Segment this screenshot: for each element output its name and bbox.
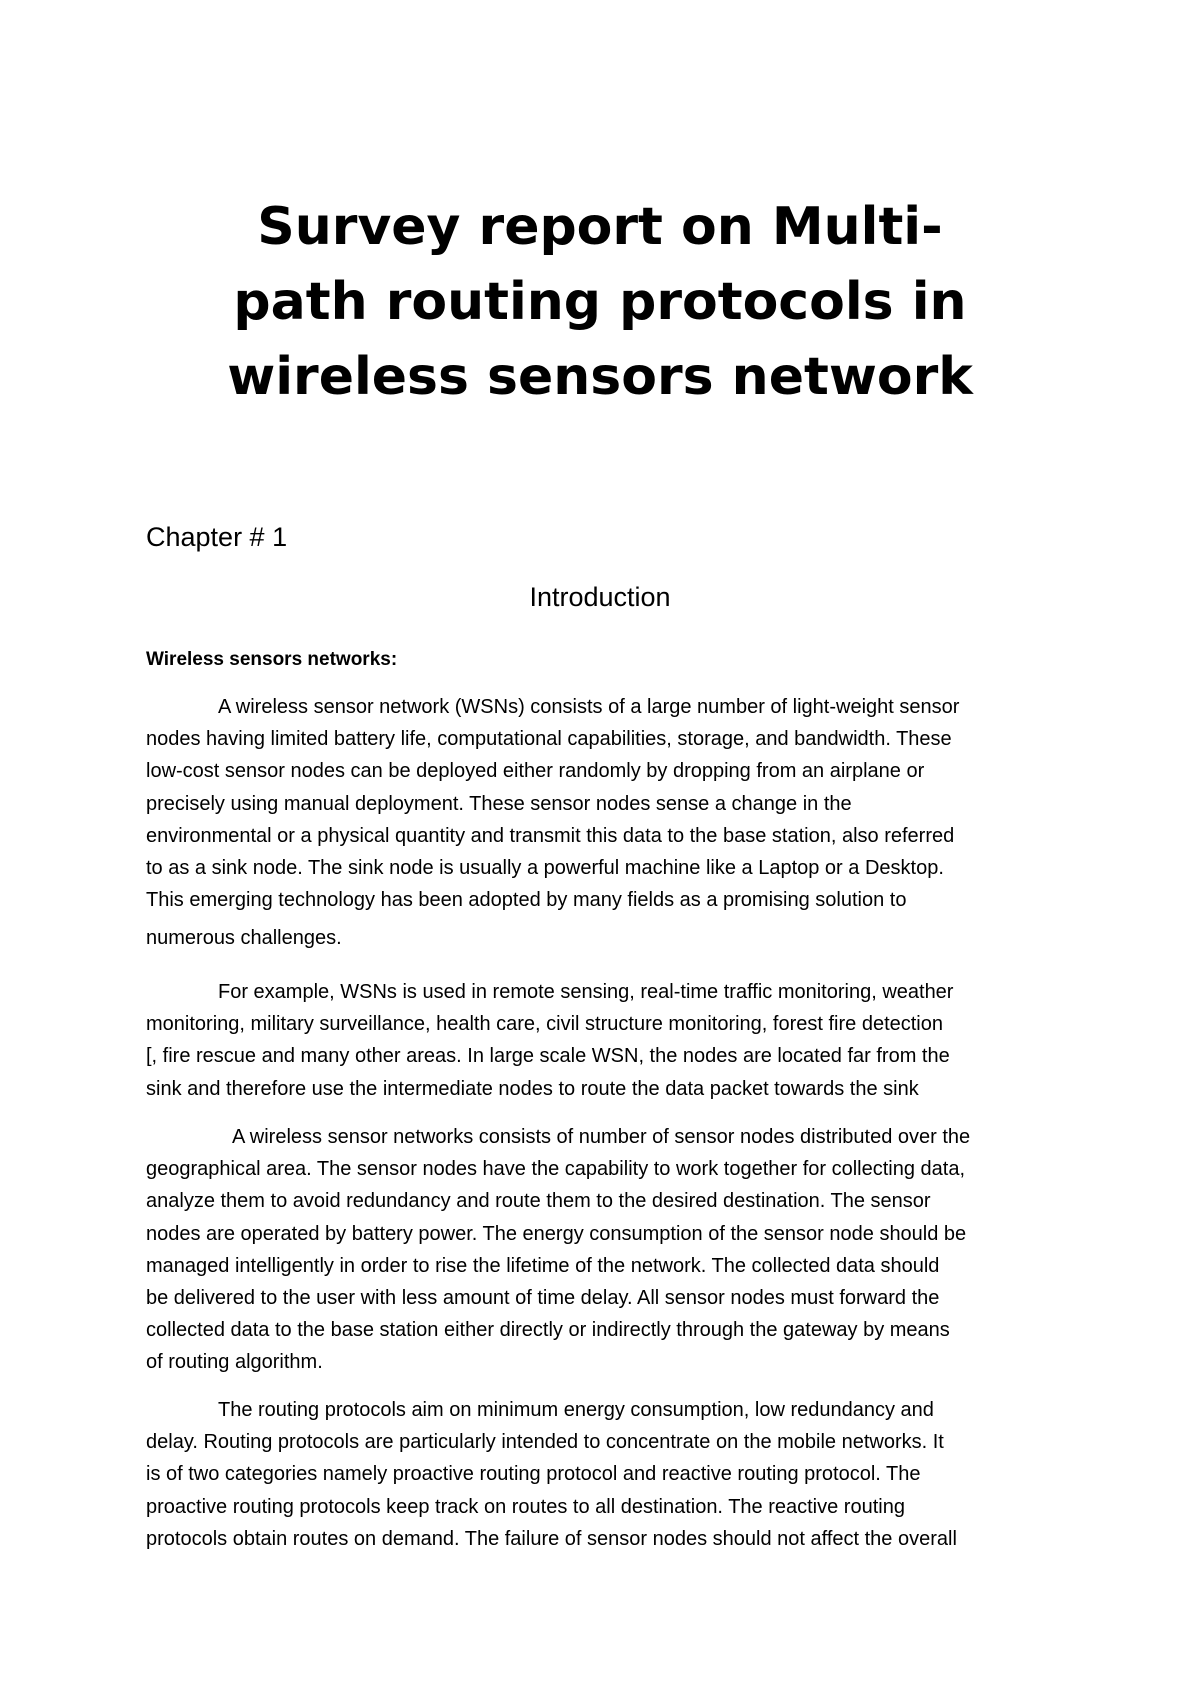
text-line: environmental or a physical quantity and transmit this data to the base station, also referred (146, 824, 955, 847)
document-title (100, 190, 1100, 415)
subheading: Wireless sensors networks: (146, 649, 398, 670)
text-line: sink and therefore use the intermediate nodes to route the data packet towards the sink (146, 1077, 919, 1100)
text-line: A wireless sensor network (WSNs) consists of a large number of light-weight sensor (218, 696, 960, 718)
text-line: delay. Routing protocols are particularly intended to concentrate on the mobile networks. It (146, 1431, 944, 1454)
paragraph-2 (146, 976, 1106, 1105)
text-line: The routing protocols aim on minimum energy consumption, low redundancy and (218, 1399, 934, 1421)
text-line: [, fire rescue and many other areas. In large scale WSN, the nodes are located far from the (146, 1045, 950, 1068)
text-line: monitoring, military surveillance, health care, civil structure monitoring, forest fire detection (146, 1013, 943, 1036)
title-line: wireless sensors network (227, 347, 973, 407)
text-line: low-cost sensor nodes can be deployed either randomly by dropping from an airplane or (146, 760, 925, 783)
text-line: precisely using manual deployment. These sensor nodes sense a change in the (146, 792, 852, 815)
text-line: A wireless sensor networks consists of number of sensor nodes distributed over the (232, 1126, 971, 1148)
text-line: managed intelligently in order to rise the lifetime of the network. The collected data should (146, 1254, 940, 1277)
text-line: protocols obtain routes on demand. The failure of sensor nodes should not affect the overall (146, 1527, 957, 1550)
title-line: path routing protocols in (233, 272, 967, 332)
text-line: nodes are operated by battery power. The energy consumption of the sensor node should be (146, 1222, 967, 1245)
text-line: of routing algorithm. (146, 1351, 323, 1374)
text-line: analyze them to avoid redundancy and route them to the desired destination. The sensor (146, 1190, 931, 1213)
title-line: Survey report on Multi- (257, 197, 943, 257)
paragraph-4 (146, 1394, 1106, 1555)
text-line: is of two categories namely proactive routing protocol and reactive routing protocol. The (146, 1463, 921, 1486)
text-line: geographical area. The sensor nodes have the capability to work together for collecting data, (146, 1158, 966, 1181)
text-line: to as a sink node. The sink node is usually a powerful machine like a Laptop or a Desktop. (146, 857, 944, 880)
text-line: This emerging technology has been adopted by many fields as a promising solution to (146, 889, 907, 912)
chapter-heading: Chapter # 1 (146, 522, 288, 552)
text-line: numerous challenges. (146, 927, 342, 950)
text-line: collected data to the base station either directly or indirectly through the gateway by means (146, 1319, 950, 1342)
section-title: Introduction (529, 582, 671, 612)
text-line: be delivered to the user with less amount of time delay. All sensor nodes must forward the (146, 1287, 940, 1310)
paragraph-1 (146, 691, 1106, 955)
text-line: nodes having limited battery life, computational capabilities, storage, and bandwidth. These (146, 728, 952, 751)
text-line: For example, WSNs is used in remote sensing, real-time traffic monitoring, weather (218, 981, 954, 1003)
paragraph-3 (146, 1121, 1106, 1379)
text-line: proactive routing protocols keep track on routes to all destination. The reactive routing (146, 1495, 905, 1518)
